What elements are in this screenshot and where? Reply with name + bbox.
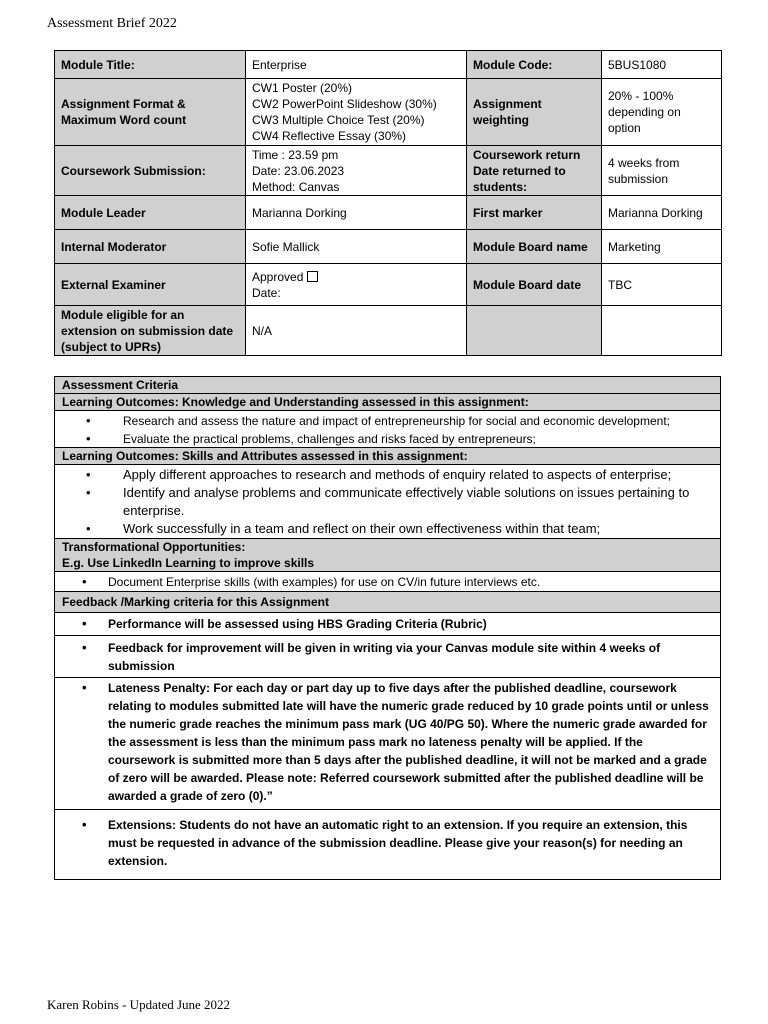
first-marker-label: First marker bbox=[467, 196, 602, 230]
weighting-label: Assignment weighting bbox=[467, 79, 602, 146]
module-leader-label: Module Leader bbox=[55, 196, 246, 230]
extension-eligible-label: Module eligible for an extension on submission date (subject to UPRs) bbox=[55, 306, 246, 356]
lo-knowledge-list bbox=[62, 413, 713, 447]
format-line: CW1 Poster (20%) bbox=[252, 81, 353, 95]
list-item: • Performance will be assessed using HBS Grading Criteria (Rubric) bbox=[62, 615, 713, 633]
submission-time: Time : 23.59 pm bbox=[252, 147, 339, 162]
assessment-criteria-table bbox=[54, 376, 721, 880]
feedback-list bbox=[62, 816, 713, 870]
feedback-header: Feedback /Marking criteria for this Assignment bbox=[55, 592, 721, 613]
first-marker-value: Marianna Dorking bbox=[602, 196, 722, 230]
return-label: Coursework return Date returned to students: bbox=[467, 146, 602, 196]
list-item: • Document Enterprise skills (with examples) for use on CV/in future interviews etc. bbox=[62, 573, 713, 591]
lo-skills-header: Learning Outcomes: Skills and Attributes assessed in this assignment: bbox=[55, 448, 721, 465]
board-name-value: Marketing bbox=[602, 230, 722, 264]
list-item: • Lateness Penalty: For each day or part day up to five days after the published deadline, coursework relating to modules submitted late will have the numeric grade reduced by 10 grade points until or unless the numeric grade reaches the minimum pass mark (UG 40/PG 50). Where the numeric grade awarded for the assessment is less than the minimum pass mark no lateness penalty will be applied. If the coursework is submitted more than 5 days after the published deadline, it will not be marked and a grade of zero will be awarded. Please note: Referred coursework submitted after the published deadline will be awarded a grade of zero (0).” bbox=[62, 679, 713, 805]
document-footer: Karen Robins - Updated June 2022 bbox=[47, 997, 231, 1012]
submission-label: Coursework Submission: bbox=[55, 146, 246, 196]
document-header: Assessment Brief 2022 bbox=[47, 16, 177, 31]
submission-date: Date: 23.06.2023 bbox=[252, 163, 345, 178]
empty-cell bbox=[467, 306, 602, 356]
transformational-list bbox=[62, 573, 713, 591]
list-item: • Research and assess the nature and impact of entrepreneurship for social and economic development; bbox=[62, 413, 713, 429]
module-info-table bbox=[54, 50, 722, 356]
moderator-label: Internal Moderator bbox=[55, 230, 246, 264]
feedback-list bbox=[62, 615, 713, 633]
module-leader-value: Marianna Dorking bbox=[246, 196, 467, 230]
list-item: • Feedback for improvement will be given in writing via your Canvas module site within 4 weeks of submission bbox=[62, 639, 713, 675]
list-item: • Identify and analyse problems and communicate effectively viable solutions on issues pertaining to enterprise. bbox=[62, 484, 713, 520]
board-date-label: Module Board date bbox=[467, 264, 602, 306]
weighting-value: 20% - 100% depending on option bbox=[602, 79, 722, 146]
format-line: CW3 Multiple Choice Test (20%) bbox=[252, 113, 425, 127]
examiner-date-label: Date: bbox=[252, 285, 281, 300]
moderator-value: Sofie Mallick bbox=[246, 230, 467, 264]
module-code-label: Module Code: bbox=[467, 51, 602, 79]
submission-method: Method: Canvas bbox=[252, 179, 340, 194]
return-value: 4 weeks from submission bbox=[602, 146, 722, 196]
external-examiner-label: External Examiner bbox=[55, 264, 246, 306]
transformational-title: Transformational Opportunities: bbox=[62, 540, 246, 554]
submission-value bbox=[246, 146, 467, 196]
list-item: • Work successfully in a team and reflect on their own effectiveness within that team; bbox=[62, 520, 713, 538]
transformational-example: E.g. Use LinkedIn Learning to improve skills bbox=[62, 556, 315, 570]
board-date-value: TBC bbox=[602, 264, 722, 306]
format-label: Assignment Format & Maximum Word count bbox=[55, 79, 246, 146]
lo-skills-list bbox=[62, 466, 713, 538]
lo-knowledge-header: Learning Outcomes: Knowledge and Understanding assessed in this assignment: bbox=[55, 394, 721, 411]
approved-checkbox[interactable] bbox=[307, 271, 318, 282]
format-line: CW2 PowerPoint Slideshow (30%) bbox=[252, 97, 437, 111]
module-code-value: 5BUS1080 bbox=[602, 51, 722, 79]
list-item: • Apply different approaches to research and methods of enquiry related to aspects of enterprise; bbox=[62, 466, 713, 484]
approved-label: Approved bbox=[252, 269, 304, 284]
external-examiner-value bbox=[246, 264, 467, 306]
extension-eligible-value: N/A bbox=[246, 306, 467, 356]
assessment-criteria-title: Assessment Criteria bbox=[55, 377, 721, 394]
transformational-header bbox=[55, 539, 721, 572]
format-line: CW4 Reflective Essay (30%) bbox=[252, 129, 407, 143]
module-title-label: Module Title: bbox=[55, 51, 246, 79]
feedback-list bbox=[62, 679, 713, 805]
feedback-list bbox=[62, 639, 713, 675]
empty-cell bbox=[602, 306, 722, 356]
list-item: • Evaluate the practical problems, challenges and risks faced by entrepreneurs; bbox=[62, 431, 713, 447]
module-title-value: Enterprise bbox=[246, 51, 467, 79]
board-name-label: Module Board name bbox=[467, 230, 602, 264]
list-item: • Extensions: Students do not have an automatic right to an extension. If you require an extension, this must be requested in advance of the submission deadline. Please give your reason(s) for needing an extension. bbox=[62, 816, 713, 870]
format-value bbox=[246, 79, 467, 146]
